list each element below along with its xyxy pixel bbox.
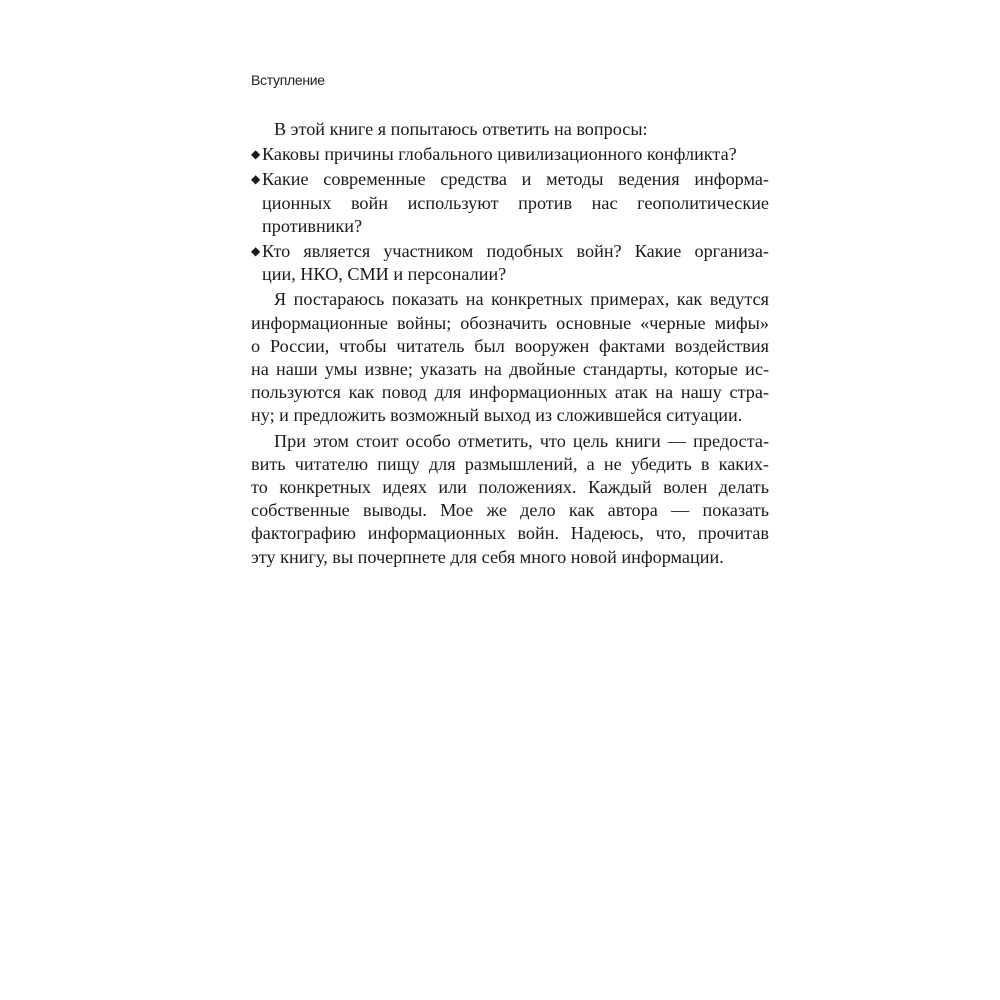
list-item-line: ционных войн используют против нас геополитические xyxy=(262,192,769,213)
paragraph-line: то конкретных идеях или положениях. Каждый волен делать xyxy=(251,477,769,498)
diamond-bullet-icon: ◆ xyxy=(251,244,261,259)
intro-line: В этой книге я попытаюсь ответить на вопросы: xyxy=(274,119,648,139)
paragraph-line: информационные войны; обозначить основные «черные мифы» xyxy=(251,312,769,333)
paragraph-line: о России, чтобы читатель был вооружен фактами воздействия xyxy=(251,335,769,356)
question-list xyxy=(251,143,769,286)
paragraph-line: вить читателю пищу для размышлений, а не убедить в каких- xyxy=(251,453,769,474)
paragraph-line: пользуются как повод для информационных атак на нашу стра- xyxy=(251,382,769,403)
paragraph-line: фактографию информационных войн. Надеюсь, что, прочитав xyxy=(251,523,769,544)
diamond-bullet-icon: ◆ xyxy=(251,147,261,162)
diamond-bullet-icon: ◆ xyxy=(251,172,261,187)
body-text xyxy=(251,118,769,569)
paragraph-line: ну; и предложить возможный выход из сложившейся ситуации. xyxy=(251,405,743,426)
list-item-line: Кто является участником подобных войн? Какие организа- xyxy=(262,241,769,262)
paragraph xyxy=(251,430,769,569)
paragraph xyxy=(251,288,769,427)
intro-paragraph xyxy=(251,118,769,141)
list-item-line: Какие современные средства и методы ведения информа- xyxy=(262,169,769,190)
paragraph-line: Я постараюсь показать на конкретных примерах, как ведутся xyxy=(274,289,769,310)
paragraph-line: При этом стоит особо отметить, что цель книги — предоста- xyxy=(274,430,769,451)
list-item xyxy=(251,143,769,166)
list-item xyxy=(251,240,769,286)
paragraph-line: эту книгу, вы почерпнете для себя много новой информации. xyxy=(251,546,724,567)
list-item-line: ции, НКО, СМИ и персоналии? xyxy=(262,264,507,285)
paragraph-line: собственные выводы. Мое же дело как автора — показать xyxy=(251,500,769,521)
running-head: Вступление xyxy=(251,72,325,88)
list-item-line: Каковы причины глобального цивилизационного конфликта? xyxy=(262,144,737,165)
paragraph-line: на наши умы извне; указать на двойные стандарты, которые ис- xyxy=(251,359,769,380)
list-item xyxy=(251,168,769,238)
list-item-line: противники? xyxy=(262,215,363,236)
